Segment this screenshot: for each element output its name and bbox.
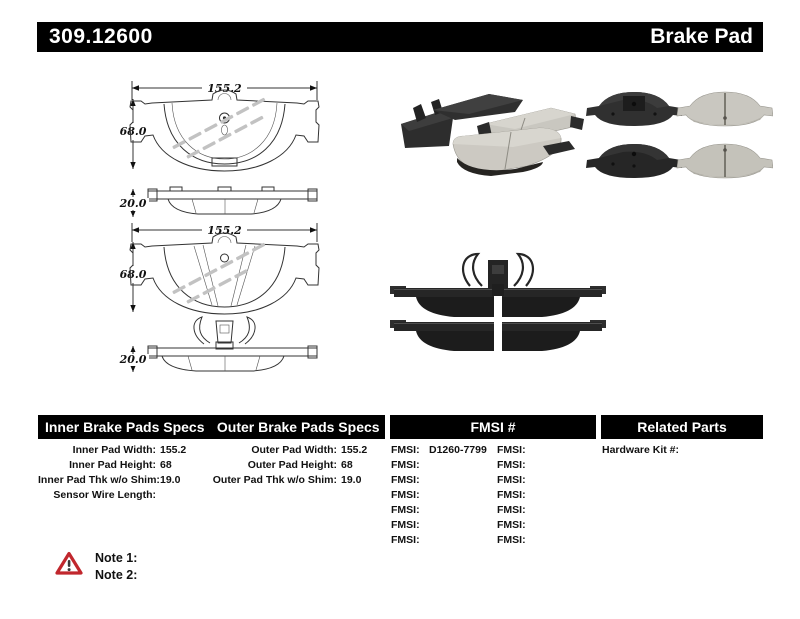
- part-number: 309.12600: [49, 25, 153, 48]
- related-parts-header-bar: [601, 415, 763, 439]
- table-row: Inner Pad Thk w/o Shim: 19.0: [38, 474, 181, 486]
- pad1-technical-drawing: [112, 74, 337, 220]
- fmsi-header-bar: [390, 415, 596, 439]
- table-row: FMSI:: [391, 504, 420, 516]
- pad-front-top: [677, 92, 773, 126]
- clip-wire-right: [514, 254, 533, 286]
- pad1-thickness-dim-label: 20.0: [119, 197, 147, 210]
- pad-back-bottom: [586, 144, 682, 178]
- table-row: Inner Pad Width: 155.2: [72, 444, 187, 456]
- table-row: FMSI:: [497, 504, 526, 516]
- inner-specs-title: Inner Brake Pads Specs: [44, 419, 205, 435]
- table-row: FMSI:: [497, 534, 526, 546]
- product-type: Brake Pad: [650, 25, 753, 48]
- table-row: Sensor Wire Length:: [53, 489, 156, 501]
- pad1-width-dim-label: 155.2: [207, 82, 242, 95]
- pad1-side-view: [117, 187, 317, 217]
- related-parts-title: Related Parts: [637, 419, 727, 435]
- table-row: Outer Pad Width: 155.2: [251, 444, 368, 456]
- table-row: FMSI:: [497, 489, 526, 501]
- table-row: FMSI:: [391, 519, 420, 531]
- fmsi-left-column: [391, 443, 495, 548]
- product-photo-edge-stacked: [388, 242, 608, 356]
- pad2-thickness-dim-label: 20.0: [119, 353, 147, 366]
- pad-front-bottom: [677, 144, 773, 178]
- pad2-width-dim-label: 155.2: [207, 224, 242, 237]
- table-row: FMSI:: [497, 444, 526, 456]
- table-row: Hardware Kit #:: [602, 444, 680, 456]
- outer-specs-title: Outer Brake Pads Specs: [216, 419, 380, 435]
- table-row: Outer Pad Thk w/o Shim: 19.0: [212, 474, 362, 486]
- pad2-side-view: [117, 342, 317, 372]
- pad1-height-dim-label: 68.0: [119, 125, 147, 138]
- table-row: FMSI:: [391, 474, 420, 486]
- table-row: FMSI:: [391, 459, 420, 471]
- table-row: FMSI:: [497, 459, 526, 471]
- note-2: Note 2:: [95, 568, 138, 582]
- pad2-technical-drawing: [112, 216, 337, 373]
- table-row: FMSI:: [497, 519, 526, 531]
- fmsi-title: FMSI #: [470, 419, 516, 435]
- pad2-height-dim-label: 68.0: [119, 268, 147, 281]
- pad-back-top: [586, 92, 682, 126]
- table-row: Inner Pad Height: 68: [69, 459, 172, 471]
- pad2-clip-drawing: [194, 317, 255, 344]
- outer-specs-table: [210, 443, 382, 488]
- pads-specs-header-bar: [38, 415, 385, 439]
- inner-specs-table: [38, 443, 206, 503]
- pad2-front-outline: [130, 233, 319, 314]
- table-row: FMSI:: [391, 489, 420, 501]
- note-1: Note 1:: [95, 551, 138, 565]
- product-photo-front-back-pairs: [583, 84, 773, 184]
- table-row: FMSI:: [391, 534, 420, 546]
- table-row: FMSI:: [497, 474, 526, 486]
- table-row: Outer Pad Height: 68: [247, 459, 353, 471]
- related-parts-table: [602, 443, 762, 458]
- warning-triangle-icon: [55, 551, 83, 576]
- fmsi-right-column: [497, 443, 595, 548]
- title-bar: [37, 22, 763, 52]
- product-photo-angled-set: [393, 84, 588, 186]
- table-row: FMSI: D1260-7799: [391, 444, 487, 456]
- clip-wire-left: [463, 254, 482, 286]
